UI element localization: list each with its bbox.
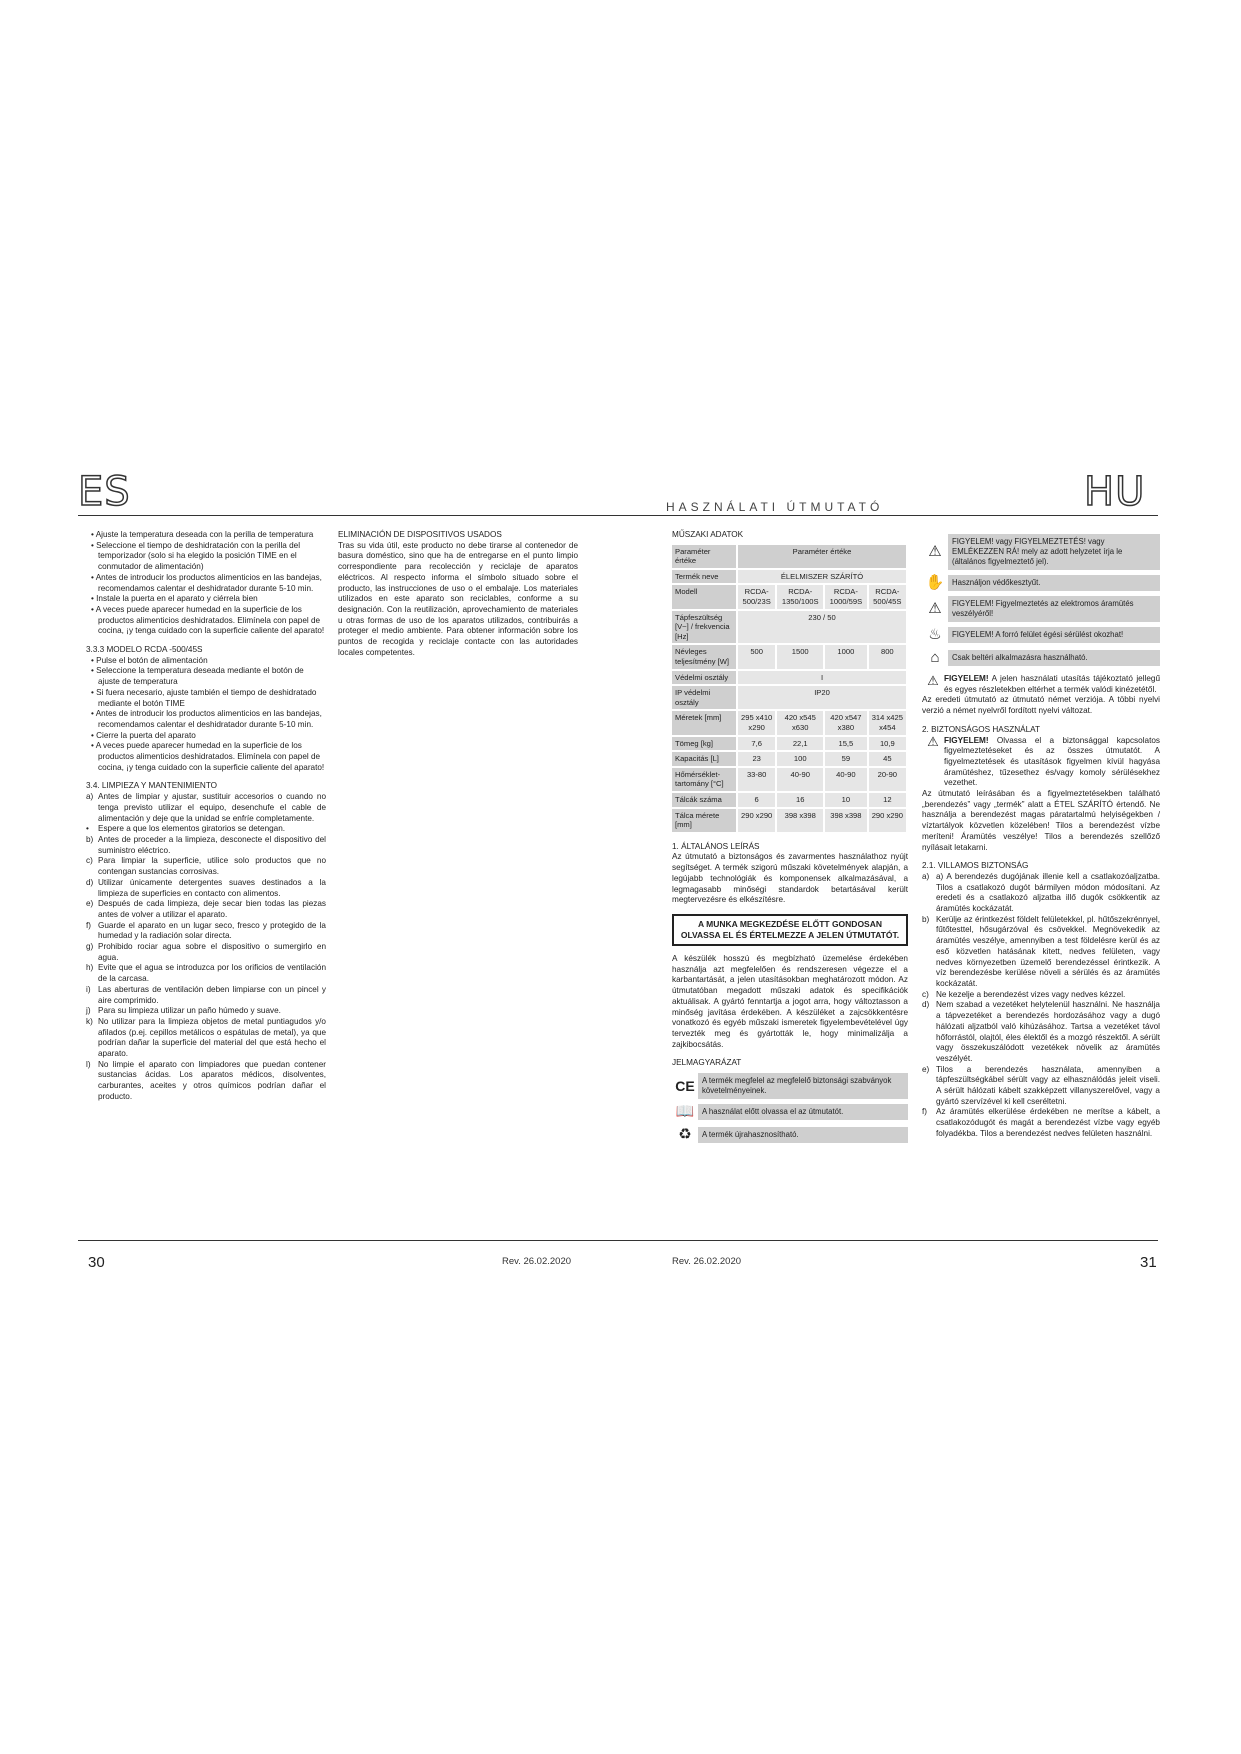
spec-cell: 290 x290	[738, 809, 775, 832]
table-row	[672, 768, 906, 791]
es-disposal-text: Tras su vida útil, este producto no debe tirarse al contenedor de basura doméstico, sino que ha de entregarse en el punto limpio correspondiente para recolección y reciclaje de aparatos eléctricos. Al respecto informa el símbolo situado sobre el producto, las instrucciones de uso o el embalaje. Los materiales utilizados en este aparato son reciclables, conforme a su designación. Con la reutilización, aprovechamiento de materiales u otras formas de uso de los aparatos utilizados, contribuirás a proteger el medio ambiente. Para obtener información sobre los puntos de recogida y reciclaje contacte con las autoridades locales competentes.	[338, 540, 578, 657]
list-item	[922, 990, 1160, 1001]
list-item	[86, 942, 326, 963]
hu-heading-general: 1. ÁLTALÁNOS LEÍRÁS	[672, 841, 760, 851]
list-item: • Pulse el botón de alimentación	[91, 655, 208, 665]
list-text: Para limpiar la superficie, utilice solo productos que no contengan sustancias corrosivas.	[98, 856, 326, 877]
list-item	[86, 921, 326, 942]
attention-label: FIGYELEM!	[944, 674, 989, 683]
list-marker: •	[86, 824, 89, 834]
table-row	[672, 737, 906, 751]
list-text: Antes de proceder a la limpieza, desconecte el dispositivo del suministro eléctrico.	[98, 834, 326, 855]
list-item	[86, 1060, 326, 1103]
list-item: • Seleccione la temperatura deseada mediante el botón de ajuste de temperatura	[91, 666, 304, 687]
list-marker: k)	[86, 1016, 93, 1026]
hu-general-text: Az útmutató a biztonságos és zavarmentes használathoz nyújt segítséget. A termék szigorú műszaki követelmények alapján, a legújabb technológiák és komponensek alkalmazásával, a legmagasabb minőségi standardok betartásával került megtervezésre és elkészítésre.	[672, 852, 908, 905]
spec-row-label: Kapacitás [L]	[672, 752, 736, 766]
warning-row	[922, 573, 1160, 593]
spec-cell: 10	[825, 793, 867, 807]
symbol-row	[672, 1102, 908, 1122]
list-item: • A veces puede aparecer humedad en la superficie de los productos alimenticios deshidratados. Elimínela con papel de cocina, ¡y tenga cuidado con la superficie caliente del aparato!	[91, 604, 325, 636]
spec-cell: 45	[869, 752, 906, 766]
es-column-2	[338, 530, 578, 658]
warning-triangle-icon: ⚠	[927, 672, 939, 688]
symbol-row	[672, 1073, 908, 1099]
list-marker: d)	[922, 1000, 930, 1010]
list-text: Espere a que los elementos giratorios se detengan.	[98, 824, 286, 834]
warning-row	[922, 625, 1160, 645]
list-item	[86, 856, 326, 877]
list-item	[86, 1017, 326, 1060]
page-number-right: 31	[1140, 1254, 1157, 1271]
list-marker: c)	[922, 989, 929, 999]
spec-cell: 40-90	[777, 768, 823, 791]
spec-cell: 1500	[777, 645, 823, 668]
read-manual-warning-box: A MUNKA MEGKEZDÉSE ELŐTT GONDOSAN OLVASSA EL ÉS ÉRTELMEZZE A JELEN ÚTMUTATÓT.	[672, 914, 908, 946]
spec-cell: 230 / 50	[738, 611, 906, 644]
list-item	[86, 824, 326, 835]
spec-cell: RCDA-500/23S	[738, 585, 775, 608]
list-marker: j)	[86, 1006, 91, 1016]
list-item	[922, 1065, 1160, 1108]
ce-mark-icon: CE	[675, 1077, 695, 1094]
spec-cell: 295 x410 x290	[738, 711, 775, 734]
warning-text: FIGYELEM! vagy FIGYELMEZTETÉS! vagy EMLÉKEZZEN RÁ! mely az adott helyzetet írja le (általános figyelmeztető jel).	[948, 534, 1160, 570]
revision-left: Rev. 26.02.2020	[502, 1256, 572, 1267]
electrical-safety-list	[922, 872, 1160, 1140]
warning-row	[922, 596, 1160, 622]
spec-row-label: Tömeg [kg]	[672, 737, 736, 751]
list-text: No utilizar para la limpieza objetos de metal puntiagudos y/o afilados (p.ej. cepillos metálicos o espátulas de metal), ya que podrían dañar la superficie del material del que está hecho el aparato.	[98, 1016, 326, 1059]
list-marker: f)	[86, 920, 92, 930]
list-text: Tilos a berendezés használata, amennyiben a tápfeszültségkábel sérült vagy az elhasználódás jeleit viseli. A sérült hálózati kábelt szakképzett villanyszerelővel, vagy a gyártó szervízével ki kell cseréltetni.	[936, 1064, 1160, 1106]
list-item	[86, 985, 326, 1006]
list-item: • Antes de introducir los productos alimenticios en las bandejas, recomendamos calentar el deshidratador durante 5-10 min.	[91, 709, 322, 729]
list-text: Después de cada limpieza, deje secar bien todas las piezas antes de volver a utilizar el aparato.	[98, 899, 326, 919]
spec-cell: 398 x398	[825, 809, 867, 832]
list-item	[86, 1006, 326, 1017]
spec-cell: 290 x290	[869, 809, 906, 832]
spec-cell: 314 x425 x454	[869, 711, 906, 734]
table-row	[672, 671, 906, 685]
list-item	[922, 915, 1160, 990]
table-row	[672, 809, 906, 832]
list-text: No limpie el aparato con limpiadores que puedan contener sustancias ácidas. Los aparatos médicos, disolventes, carburantes, aceites y otros químicos podrían dañar el producto.	[98, 1059, 326, 1101]
symbol-text: A termék újrahasznosítható.	[698, 1127, 908, 1143]
safety-label: FIGYELEM!	[944, 735, 989, 745]
spec-cell: 23	[738, 752, 775, 766]
attention-note	[922, 674, 1160, 695]
header-rule	[78, 515, 1158, 516]
table-row	[672, 545, 906, 568]
spec-cell: RCDA-500/45S	[869, 585, 906, 608]
spec-cell: 800	[869, 645, 906, 668]
footer-rule	[78, 1240, 1158, 1241]
list-item	[922, 1107, 1160, 1139]
attention-text: A jelen használati utasítás tájékoztató jellegű és egyes részletekben eltérhet a termék valódi kinézetétől.	[944, 674, 1160, 694]
hu-heading-symbols: JELMAGYARÁZAT	[672, 1058, 742, 1068]
warning-text: Használjon védőkesztyűt.	[948, 575, 1160, 591]
list-item: • Instale la puerta en el aparato y ciérrela bien	[91, 594, 258, 604]
list-text: Guarde el aparato en un lugar seco, fresco y protegido de la humedad y la radiación solar directa.	[98, 920, 326, 941]
list-text: Utilizar únicamente detergentes suaves destinados a la limpieza de superficies en contacto con alimentos.	[98, 877, 326, 898]
spec-cell: 420 x547 x380	[825, 711, 867, 734]
list-item	[86, 878, 326, 899]
spec-row-label: Tálca mérete [mm]	[672, 809, 736, 832]
list-item	[86, 835, 326, 856]
list-text: Las aberturas de ventilación deben limpiarse con un pincel y aire comprimido.	[98, 984, 326, 1005]
list-marker: c)	[86, 856, 93, 866]
list-marker: e)	[86, 899, 94, 909]
es-bullets-a	[86, 530, 326, 637]
table-row	[672, 645, 906, 668]
spec-row-label: Tápfeszültség [V~] / frekvencia [Hz]	[672, 611, 736, 644]
warning-text: FIGYELEM! Figyelmeztetés az elektromos áramütés veszélyéről!	[948, 596, 1160, 622]
list-item	[922, 872, 1160, 915]
es-heading-model: 3.3.3 MODELO RCDA -500/45S	[86, 645, 203, 655]
warning-triangle-icon: ⚠	[928, 599, 942, 617]
list-item: • Si fuera necesario, ajuste también el tiempo de deshidratado mediante el botón TIME	[91, 687, 317, 708]
table-row	[672, 686, 906, 709]
spec-cell: 59	[825, 752, 867, 766]
spec-cell: RCDA-1350/100S	[777, 585, 823, 608]
spec-cell: 1000	[825, 645, 867, 668]
spec-cell: 500	[738, 645, 775, 668]
page-number-left: 30	[88, 1254, 105, 1271]
list-marker: f)	[922, 1107, 928, 1117]
spec-row-label: Termék neve	[672, 570, 736, 584]
lang-es-label: ES	[78, 469, 131, 515]
spec-cell: RCDA-1000/59S	[825, 585, 867, 608]
list-item	[86, 963, 326, 984]
spec-row-label: IP védelmi osztály	[672, 686, 736, 709]
spec-cell: 10,9	[869, 737, 906, 751]
list-text: Evite que el agua se introduzca por los orificios de ventilación de la carcasa.	[98, 963, 326, 984]
table-row	[672, 611, 906, 644]
symbol-text: A termék megfelel az megfelelő biztonsági szabványok követelményeinek.	[698, 1073, 908, 1099]
table-row	[672, 585, 906, 608]
table-row	[672, 752, 906, 766]
spec-cell: 22,1	[777, 737, 823, 751]
list-item: • Cierre la puerta del aparato	[91, 730, 196, 740]
safety-note	[922, 736, 1160, 790]
symbol-text: A használat előtt olvassa el az útmutatót.	[698, 1104, 908, 1120]
spec-cell: 420 x545 x630	[777, 711, 823, 734]
spec-row-label: Tálcák száma	[672, 793, 736, 807]
warning-triangle-icon: ⚠	[928, 542, 942, 560]
list-item: • Seleccione el tiempo de deshidratación con la perilla del temporizador (solo si ha elegido la posición TIME en el conmutador de alimentación)	[91, 540, 301, 572]
list-text: a) A berendezés dugójának illenie kell a csatlakozóaljzatba. Tilos a csatlakozó dugót bármilyen módon módosítani. Az eredeti és a csatlakozó aljzatba illő dugók csökkentik az áramütés kockázatát.	[936, 871, 1160, 914]
hu-column-3	[672, 530, 908, 1148]
revision-right: Rev. 26.02.2020	[672, 1256, 742, 1267]
warning-legend	[922, 534, 1160, 668]
spec-cell: 33-80	[738, 768, 775, 791]
warning-triangle-icon: ⚠	[927, 734, 939, 750]
spec-cell: 100	[777, 752, 823, 766]
symbol-row	[672, 1125, 908, 1145]
safety-text-2: Az útmutató leírásában és a figyelmeztetésekben található „berendezés” vagy „termék” alatt a ÉTEL SZÁRÍTÓ értendő. Ne használja a berendezést magas páratartalmú helyiségekben / víztartályok közvetlen közelében! Tilos a berendezést vízbe meríteni! Áramütés veszélye! Tilos a berendezés szellőző nyílásait letakarni.	[922, 789, 1160, 852]
spec-row-label: Védelmi osztály	[672, 671, 736, 685]
spec-cell: 398 x398	[777, 809, 823, 832]
original-language-note: Az eredeti útmutató az útmutató német verziója. A többi nyelvi verzió a német nyelvről fordított nyelvi változat.	[922, 695, 1160, 716]
list-item: • A veces puede aparecer humedad en la superficie de los productos alimenticios deshidratados. Elimínela con papel de cocina, ¡y tenga cuidado con la superficie caliente del aparato!	[91, 741, 325, 772]
hu-maintenance-text: A készülék hosszú és megbízható üzemelése érdekében használja azt megfelelően és rendszeresen végezze el a karbantartását, a jelen utasításokban meghatározott módon. Az útmutatóban megadott műszaki adatok és specifikációk aktuálisak. A gyártó fenntartja a jogot arra, hogy változtasson a minőség javítása érdekében. A készüléket a zajcsökkentésre vonatkozó és egyéb műszaki ismeretek figyelembevételével úgy tervezték meg és gyártották le, hogy minimalizálja a zajkibocsátás.	[672, 953, 908, 1049]
spec-cell: 7,6	[738, 737, 775, 751]
read-manual-icon: 📖	[675, 1102, 695, 1120]
spec-cell: IP20	[738, 686, 906, 709]
list-text: Prohibido rociar agua sobre el dispositivo o sumergirlo en agua.	[98, 942, 326, 962]
spec-row-label: Hőmérséklet-tartomány [°C]	[672, 768, 736, 791]
list-marker: h)	[86, 963, 94, 973]
warning-text: Csak beltéri alkalmazásra használható.	[948, 650, 1160, 666]
list-text: Antes de limpiar y ajustar, sustituir accesorios o cuando no tenga previsto utilizar el equipo, desenchufe el cable de alimentación y deje que la unidad se enfríe completamente.	[98, 792, 326, 823]
lang-hu-label: HU	[1084, 469, 1146, 515]
es-cleaning-list	[86, 792, 326, 1102]
spec-header-label: Paraméter értéke	[672, 545, 736, 568]
table-row	[672, 570, 906, 584]
spec-row-label: Méretek [mm]	[672, 711, 736, 734]
spec-cell: 16	[777, 793, 823, 807]
hu-column-4	[922, 534, 1160, 1140]
es-heading-disposal: ELIMINACIÓN DE DISPOSITIVOS USADOS	[338, 530, 502, 539]
spec-cell: 6	[738, 793, 775, 807]
list-marker: a)	[922, 871, 930, 881]
es-bullets-b	[86, 656, 326, 774]
spec-cell: 40-90	[825, 768, 867, 791]
spec-cell: 15,5	[825, 737, 867, 751]
es-column-1	[86, 530, 326, 1103]
list-marker: i)	[86, 984, 91, 994]
list-text: Para su limpieza utilizar un paño húmedo y suave.	[98, 1006, 281, 1016]
list-marker: g)	[86, 942, 94, 952]
safety-text: Olvassa el a biztonsággal kapcsolatos figyelmeztetéseket és az összes útmutatót. A figyelmeztetések és utasítások figyelmen kívül hagyása áramütéshez, tűzesethez és/vagy komoly sérülésekhez vezethet.	[944, 735, 1160, 788]
symbol-legend	[672, 1073, 908, 1145]
list-marker: d)	[86, 877, 94, 887]
list-item	[86, 899, 326, 920]
list-item: • Ajuste la temperatura deseada con la perilla de temperatura	[91, 530, 314, 539]
list-item	[86, 792, 326, 824]
hu-heading-electrical: 2.1. VILLAMOS BIZTONSÁG	[922, 861, 1029, 871]
warning-text: FIGYELEM! A forró felület égési sérülést okozhat!	[948, 627, 1160, 643]
spec-cell: 20-90	[869, 768, 906, 791]
indoor-use-icon: ⌂	[930, 648, 940, 666]
protective-glove-icon: ✋	[925, 573, 945, 591]
spec-row-label: Névleges teljesítmény [W]	[672, 645, 736, 668]
spec-table	[670, 543, 908, 834]
spec-cell: I	[738, 671, 906, 685]
list-text: Kerülje az érintkezést földelt felületekkel, pl. hűtőszekrénnyel, fűtőtesttel, hősugárzóval és csövekkel. Megnövekedik az áramütés veszélye, amennyiben a test földelésre kerül és az eső közvetlen hatásának kitett, nedves felületen, vagy nedves környezetben üzemelő berendezéssel érintkezik. A víz berendezésbe kerülése növeli a sérülés és az áramütés kockázatát.	[936, 914, 1160, 988]
list-item: • Antes de introducir los productos alimenticios en las bandejas, recomendamos calentar el deshidratador durante 5-10 min.	[91, 572, 322, 593]
list-text: Az áramütés elkerülése érdekében ne merítse a kábelt, a csatlakozódugót és magát a berendezést vízbe vagy egyéb folyadékba. Tilos a berendezést nedves felületen használni.	[936, 1107, 1160, 1138]
list-marker: e)	[922, 1064, 930, 1074]
table-row	[672, 711, 906, 734]
hot-surface-icon: ♨	[928, 625, 942, 643]
manual-title: HASZNÁLATI ÚTMUTATÓ	[666, 500, 884, 514]
spec-row-label: Modell	[672, 585, 736, 608]
warning-row	[922, 534, 1160, 570]
spec-header-value: Paraméter értéke	[738, 545, 906, 568]
recycle-icon: ♻	[678, 1125, 692, 1143]
hu-heading-specs: MŰSZAKI ADATOK	[672, 530, 744, 539]
list-text: Ne kezelje a berendezést vizes vagy nedves kézzel.	[936, 989, 1126, 999]
list-marker: b)	[86, 834, 94, 844]
table-row	[672, 793, 906, 807]
list-marker: l)	[86, 1059, 91, 1069]
list-marker: a)	[86, 792, 94, 802]
es-heading-cleaning: 3.4. LIMPIEZA Y MANTENIMIENTO	[86, 781, 218, 791]
warning-row	[922, 648, 1160, 668]
list-text: Nem szabad a vezetéket helytelenül használni. Ne használja a tápvezetéket a berendezés hordozásához vagy a dugó hálózati aljzatból való kihúzásához. Tartsa a vezetéket távol hőforrástól, olajtól, éles élektől és a mozgó részektől. A sérült vagy összekuszálódott vezetékek növelik az áramütés veszélyét.	[936, 1000, 1160, 1063]
list-marker: b)	[922, 914, 930, 924]
spec-cell: 12	[869, 793, 906, 807]
spec-cell: ÉLELMISZER SZÁRÍTÓ	[738, 570, 906, 584]
hu-heading-safety: 2. BIZTONSÁGOS HASZNÁLAT	[922, 724, 1040, 734]
list-item	[922, 1000, 1160, 1064]
